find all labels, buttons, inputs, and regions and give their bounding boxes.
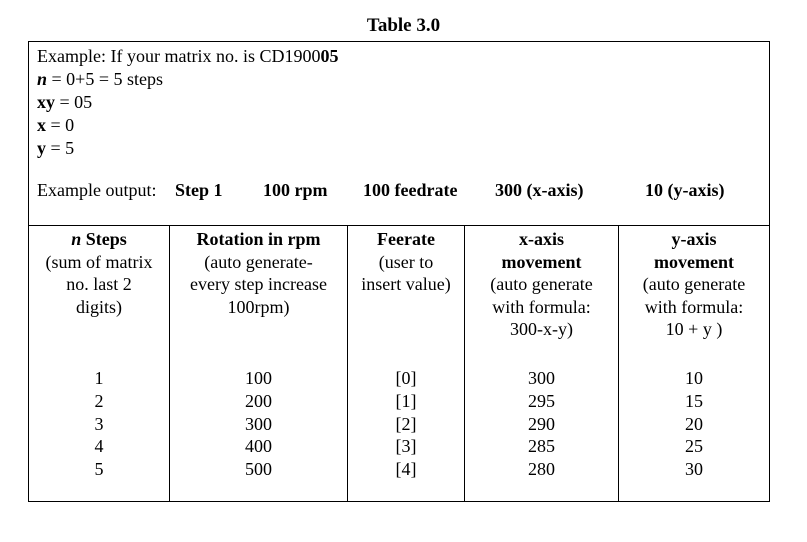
x-axis-header-line: 300-x-y) bbox=[510, 319, 573, 339]
x-axis-header-title: movement bbox=[501, 251, 582, 272]
steps-header-line: no. last 2 bbox=[66, 274, 132, 294]
example-y-expr: = 5 bbox=[46, 138, 75, 158]
x-axis-column bbox=[464, 226, 618, 501]
example-xy-var: xy bbox=[37, 92, 55, 112]
steps-column bbox=[29, 226, 169, 501]
y-axis-column bbox=[618, 226, 769, 501]
x-axis-header-line: with formula: bbox=[492, 296, 591, 317]
steps-header-line: digits) bbox=[75, 296, 122, 317]
example-matrix-digits: 05 bbox=[320, 46, 339, 66]
y-axis-header bbox=[619, 228, 769, 341]
table-cell: 10 bbox=[685, 368, 703, 388]
steps-header-n: n bbox=[71, 229, 82, 249]
x-axis-header-line: (auto generate bbox=[490, 274, 593, 294]
feedrate-header-line: insert value) bbox=[361, 274, 451, 294]
example-section bbox=[29, 42, 769, 226]
example-matrix-line bbox=[37, 45, 338, 67]
y-axis-header-line: 10 + y ) bbox=[665, 319, 723, 339]
example-matrix-text: Example: If your matrix no. is CD1900 bbox=[37, 46, 321, 66]
example-x-var: x bbox=[37, 115, 46, 135]
rotation-header bbox=[170, 228, 347, 318]
example-xy-line bbox=[37, 91, 92, 113]
x-axis-values bbox=[465, 367, 618, 481]
feedrate-header-line: (user to bbox=[378, 251, 434, 272]
table-cell: 15 bbox=[685, 390, 703, 411]
rotation-column bbox=[169, 226, 347, 501]
feedrate-header bbox=[348, 228, 464, 296]
table-cell: 280 bbox=[528, 459, 555, 480]
table-cell: 3 bbox=[94, 413, 104, 434]
example-output-label: Example output: bbox=[37, 180, 157, 200]
steps-values bbox=[29, 367, 169, 481]
table-cell: 2 bbox=[94, 390, 104, 411]
steps-header-line: (sum of matrix bbox=[45, 251, 153, 272]
table-caption: Table 3.0 bbox=[366, 15, 441, 36]
table-cell: 285 bbox=[528, 436, 555, 457]
table-cell: 30 bbox=[685, 459, 703, 480]
x-axis-header bbox=[465, 228, 618, 341]
rotation-header-line: every step increase bbox=[190, 274, 327, 294]
table-cell: 4 bbox=[94, 436, 104, 457]
table-cell: 200 bbox=[245, 390, 272, 411]
rotation-header-title: Rotation in rpm bbox=[196, 229, 321, 249]
y-axis-values bbox=[619, 367, 769, 481]
table-frame bbox=[28, 41, 770, 502]
table-cell: 300 bbox=[245, 413, 272, 434]
rotation-header-line: 100rpm) bbox=[227, 296, 290, 317]
rotation-header-line: (auto generate- bbox=[204, 251, 313, 272]
y-axis-header-line: with formula: bbox=[644, 296, 744, 317]
rotation-values bbox=[170, 367, 347, 481]
example-xy-expr: = 05 bbox=[55, 92, 93, 112]
table-cell: 5 bbox=[94, 459, 104, 480]
example-n-expr: = 0+5 = 5 steps bbox=[47, 69, 163, 89]
steps-header bbox=[29, 228, 169, 318]
example-output-rpm: 100 rpm bbox=[263, 180, 328, 200]
table-cell: 100 bbox=[245, 368, 272, 388]
y-axis-header-title: movement bbox=[654, 251, 734, 272]
table-cell: 20 bbox=[685, 413, 703, 434]
table-cell: 290 bbox=[528, 413, 555, 434]
table-cell: 295 bbox=[528, 390, 555, 411]
table-cell: 500 bbox=[245, 459, 272, 480]
example-output-x-axis: 300 (x-axis) bbox=[495, 180, 584, 200]
example-x-expr: = 0 bbox=[46, 115, 75, 135]
table-cell: [1] bbox=[395, 390, 417, 411]
example-y-line bbox=[37, 137, 74, 159]
example-y-var: y bbox=[37, 138, 46, 158]
table-cell: [4] bbox=[395, 459, 417, 480]
steps-header-word: Steps bbox=[81, 229, 127, 249]
example-output-step: Step 1 bbox=[175, 180, 223, 200]
table-cell: [0] bbox=[395, 368, 417, 388]
y-axis-header-title: y-axis bbox=[671, 229, 717, 249]
table-cell: [3] bbox=[395, 436, 417, 457]
example-output-y-axis: 10 (y-axis) bbox=[645, 180, 725, 200]
example-n-line bbox=[37, 68, 163, 90]
table-cell: 1 bbox=[94, 368, 104, 388]
feedrate-column bbox=[347, 226, 464, 501]
y-axis-header-line: (auto generate bbox=[642, 274, 746, 294]
feedrate-values bbox=[348, 367, 464, 481]
x-axis-header-title: x-axis bbox=[519, 229, 564, 249]
table-cell: [2] bbox=[395, 413, 417, 434]
example-n-var: n bbox=[37, 69, 48, 89]
steps-header-title bbox=[29, 228, 169, 251]
feedrate-header-title: Feerate bbox=[377, 229, 435, 249]
example-x-line bbox=[37, 114, 74, 136]
table-cell: 300 bbox=[528, 368, 555, 388]
table-cell: 25 bbox=[685, 436, 703, 457]
table-cell: 400 bbox=[245, 436, 272, 457]
example-output-feedrate: 100 feedrate bbox=[363, 180, 458, 200]
